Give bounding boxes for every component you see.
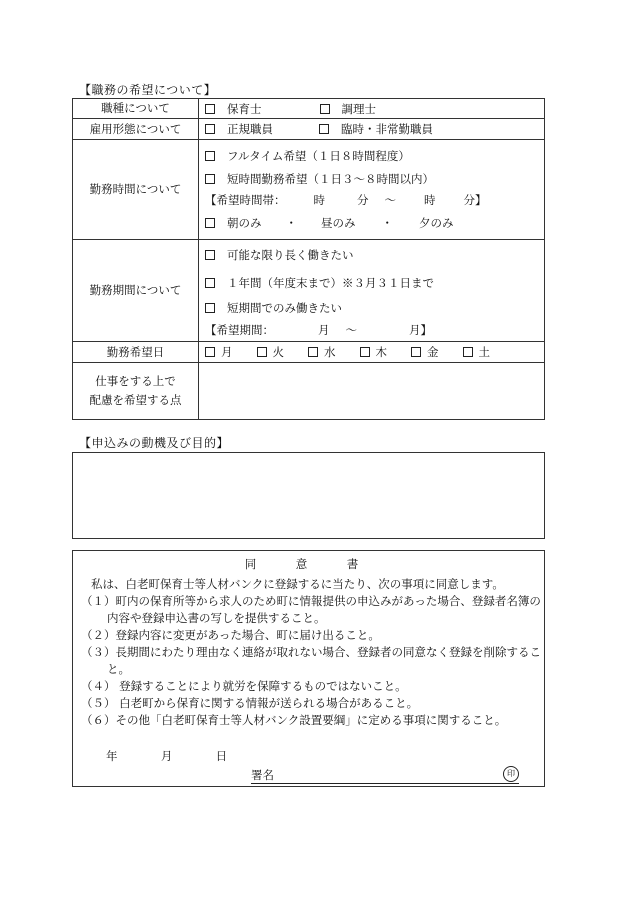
consent-title: 同 意 書: [244, 557, 373, 571]
separator-dot: ・: [381, 215, 393, 230]
date-day: 日: [215, 749, 228, 763]
day-label: 金: [427, 345, 439, 359]
day-thu-checkbox[interactable]: [360, 347, 370, 357]
day-label: 木: [375, 345, 387, 359]
consent-item: （３）長期間にわたり理由なく連絡が取れない場合、登録者の同意なく登録を削除すること。: [81, 645, 541, 676]
short-time-checkbox[interactable]: [205, 174, 215, 184]
work-period-label: 勤務期間について: [73, 240, 199, 342]
consent-item: （１）町内の保育所等から求人のため町に情報提供の申込みがあった場合、登録者名簿の内容や登録申込書の写しを提供すること。: [81, 594, 541, 625]
work-hours-label: 勤務時間について: [73, 140, 199, 240]
motive-section-title: 【申込みの動機及び目的】: [79, 436, 230, 450]
consent-item: （５） 白老町から保育に関する情報が送られる場合があること。: [81, 696, 419, 710]
day-label: 火: [272, 345, 284, 359]
morning-only-option: 朝のみ: [227, 215, 262, 230]
work-days-row: [73, 342, 545, 363]
employment-option: 臨時・非常勤職員: [341, 122, 433, 136]
start-month-unit: 月: [318, 323, 330, 337]
considerations-label: [73, 363, 199, 420]
occupation-row: [73, 99, 545, 119]
long-term-option: 可能な限り長く働きたい: [227, 248, 354, 262]
employment-part-time-checkbox[interactable]: [319, 124, 329, 134]
long-term-checkbox[interactable]: [205, 250, 215, 260]
work-period-row: [73, 240, 545, 342]
day-label: 水: [324, 345, 336, 359]
considerations-label-line: 仕事をする上で: [95, 374, 176, 388]
evening-only-option: 夕のみ: [419, 215, 454, 230]
occupation-label: 職種について: [73, 99, 199, 119]
employment-option: 正規職員: [227, 122, 273, 136]
day-fri-checkbox[interactable]: [411, 347, 421, 357]
occupation-nursery-teacher-checkbox[interactable]: [205, 104, 215, 114]
occupation-option: 保育士: [227, 101, 262, 116]
period-tilde: ～: [345, 323, 357, 337]
considerations-field[interactable]: [199, 363, 545, 420]
period-close: 月】: [409, 323, 432, 337]
day-wed-checkbox[interactable]: [308, 347, 318, 357]
end-hour-unit: 時: [424, 193, 436, 207]
day-sat-checkbox[interactable]: [463, 347, 473, 357]
occupation-cook-checkbox[interactable]: [320, 104, 330, 114]
date-year: 年: [106, 749, 118, 763]
signature-label: 署名: [251, 768, 274, 782]
work-hours-row: [73, 140, 545, 240]
short-term-checkbox[interactable]: [205, 303, 215, 313]
work-days-label: 勤務希望日: [73, 342, 199, 363]
day-mon-checkbox[interactable]: [205, 347, 215, 357]
considerations-row: [73, 363, 545, 420]
time-of-day-checkbox[interactable]: [205, 218, 215, 228]
time-range-tilde: ～: [384, 193, 396, 207]
consent-item: （４） 登録することにより就労を保障するものではないこと。: [81, 679, 407, 693]
job-preferences-table: [72, 98, 545, 420]
full-time-checkbox[interactable]: [205, 151, 215, 161]
consent-box: [72, 550, 545, 787]
separator-dot: ・: [285, 215, 297, 230]
job-section-title: 【職務の希望について】: [79, 83, 217, 97]
signature-field[interactable]: [251, 767, 519, 784]
consent-intro: 私は、白老町保育士等人材バンクに登録するに当たり、次の事項に同意します。: [91, 577, 504, 591]
day-tue-checkbox[interactable]: [257, 347, 267, 357]
consent-item: （６）その他「白老町保育士等人材バンク設置要綱」に定める事項に関すること。: [81, 713, 507, 727]
employment-regular-checkbox[interactable]: [205, 124, 215, 134]
time-slot-open: 【希望時間帯：: [205, 193, 286, 207]
occupation-option: 調理士: [341, 101, 376, 116]
one-year-checkbox[interactable]: [205, 278, 215, 288]
date-month: 月: [160, 749, 173, 763]
date-field[interactable]: [106, 748, 227, 764]
considerations-label-line: 配慮を希望する点: [89, 393, 182, 407]
one-year-option: １年間（年度末まで）※３月３１日まで: [227, 275, 434, 290]
employment-label: 雇用形態について: [73, 119, 199, 140]
motive-field[interactable]: [72, 452, 545, 539]
seal-mark: 印: [503, 766, 519, 782]
start-hour-unit: 時: [313, 193, 325, 207]
time-slot-close: 分】: [463, 193, 487, 207]
noon-only-option: 昼のみ: [321, 215, 356, 230]
short-time-option: 短時間勤務希望（１日３～８時間以内）: [227, 171, 434, 186]
period-open: 【希望期間：: [205, 323, 274, 337]
full-time-option: フルタイム希望（１日８時間程度）: [227, 149, 410, 163]
employment-row: [73, 119, 545, 140]
start-minute-unit: 分: [357, 193, 369, 207]
consent-item: （２）登録内容に変更があった場合、町に届け出ること。: [81, 628, 380, 642]
short-term-option: 短期間でのみ働きたい: [227, 301, 342, 315]
day-label: 月: [221, 345, 233, 359]
day-label: 土: [478, 345, 490, 359]
